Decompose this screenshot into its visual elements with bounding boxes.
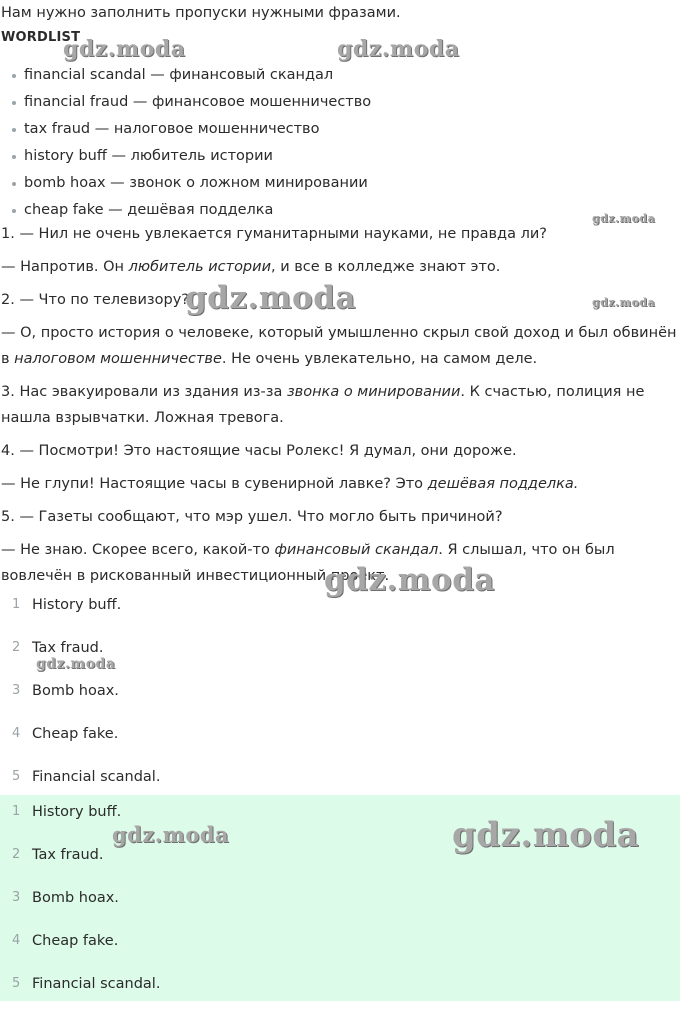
- watermark: gdz.moda: [592, 296, 656, 309]
- answer-number: 4: [12, 933, 21, 948]
- dialogue-text: . Я слышал, что он был вовлечён в рискованный инвестиционный проект.: [1, 542, 615, 584]
- answer-text: History buff.: [32, 804, 122, 820]
- answer-number: 3: [12, 683, 21, 698]
- watermark: gdz.moda: [36, 656, 116, 672]
- dialogue-text: . Не очень увлекательно, на самом деле.: [221, 351, 538, 367]
- answer-text: Bomb hoax.: [32, 683, 119, 699]
- answer-phrase: любитель истории: [128, 259, 271, 275]
- answer-number: 1: [12, 597, 21, 612]
- wordlist-title: WORDLIST: [1, 30, 81, 45]
- wordlist-item: financial scandal — финансовый скандал: [0, 64, 680, 91]
- dialogue-text: — Не знаю. Скорее всего, какой-то: [1, 542, 275, 558]
- answer-text: History buff.: [32, 597, 122, 613]
- answer-text: Financial scandal.: [32, 976, 161, 992]
- wordlist: [0, 64, 680, 226]
- dialogue-text: . К счастью, полиция не нашла взрывчатки. Ложная тревога.: [1, 384, 645, 426]
- wordlist-item: financial fraud — финансовое мошенничество: [0, 91, 680, 118]
- answer-number: 2: [12, 847, 21, 862]
- dialogue-line-6: 4. — Посмотри! Это настоящие часы Ролекс! Я думал, они дороже.: [1, 443, 517, 459]
- wordlist-item: bomb hoax — звонок о ложном минировании: [0, 172, 680, 199]
- dialogue-line-2: [1, 254, 680, 280]
- answer-number: 3: [12, 890, 21, 905]
- dialogue-text: , и все в колледже знают это.: [271, 259, 501, 275]
- answer-text: Tax fraud.: [32, 640, 104, 656]
- dialogue-line-7: [1, 471, 680, 497]
- answer-text: Financial scandal.: [32, 769, 161, 785]
- watermark: gdz.moda: [337, 36, 460, 62]
- dialogue-text: — Напротив. Он: [1, 259, 129, 275]
- watermark: gdz.moda: [63, 36, 186, 62]
- dialogue-line-4: [1, 320, 680, 372]
- answer-number: 1: [12, 804, 21, 819]
- answer-text: Tax fraud.: [32, 847, 104, 863]
- answer-number: 5: [12, 976, 21, 991]
- wordlist-item: tax fraud — налоговое мошенничество: [0, 118, 680, 145]
- dialogue-text: — О, просто история о человеке, который умышленно скрыл свой доход и был обвинён в: [1, 325, 677, 367]
- wordlist-item: cheap fake — дешёвая подделка: [0, 199, 680, 226]
- intro-text: Нам нужно заполнить пропуски нужными фразами.: [1, 5, 401, 21]
- answer-number: 5: [12, 769, 21, 784]
- watermark: gdz.moda: [185, 280, 356, 316]
- answer-phrase: звонка о минировании: [286, 384, 461, 400]
- watermark: gdz.moda: [452, 815, 640, 855]
- watermark: gdz.moda: [592, 212, 656, 225]
- answer-text: Cheap fake.: [32, 933, 119, 949]
- watermark: gdz.moda: [324, 562, 495, 598]
- wordlist-item: history buff — любитель истории: [0, 145, 680, 172]
- watermark: gdz.moda: [112, 822, 230, 847]
- answer-phrase: налоговом мошенничестве: [14, 351, 222, 367]
- dialogue-line-5: [1, 379, 680, 431]
- answer-number: 4: [12, 726, 21, 741]
- answer-text: Cheap fake.: [32, 726, 119, 742]
- answer-number: 2: [12, 640, 21, 655]
- dialogue-line-1: 1. — Нил не очень увлекается гуманитарными науками, не правда ли?: [1, 226, 547, 242]
- dialogue-line-3: 2. — Что по телевизору?: [1, 292, 189, 308]
- answer-text: Bomb hoax.: [32, 890, 119, 906]
- dialogue-text: 3. Нас эвакуировали из здания из-за: [1, 384, 287, 400]
- answer-phrase: финансовый скандал: [274, 542, 439, 558]
- answer-phrase: дешёвая подделка.: [427, 476, 579, 492]
- dialogue-line-8: 5. — Газеты сообщают, что мэр ушел. Что могло быть причиной?: [1, 509, 503, 525]
- dialogue-text: — Не глупи! Настоящие часы в сувенирной лавке? Это: [1, 476, 428, 492]
